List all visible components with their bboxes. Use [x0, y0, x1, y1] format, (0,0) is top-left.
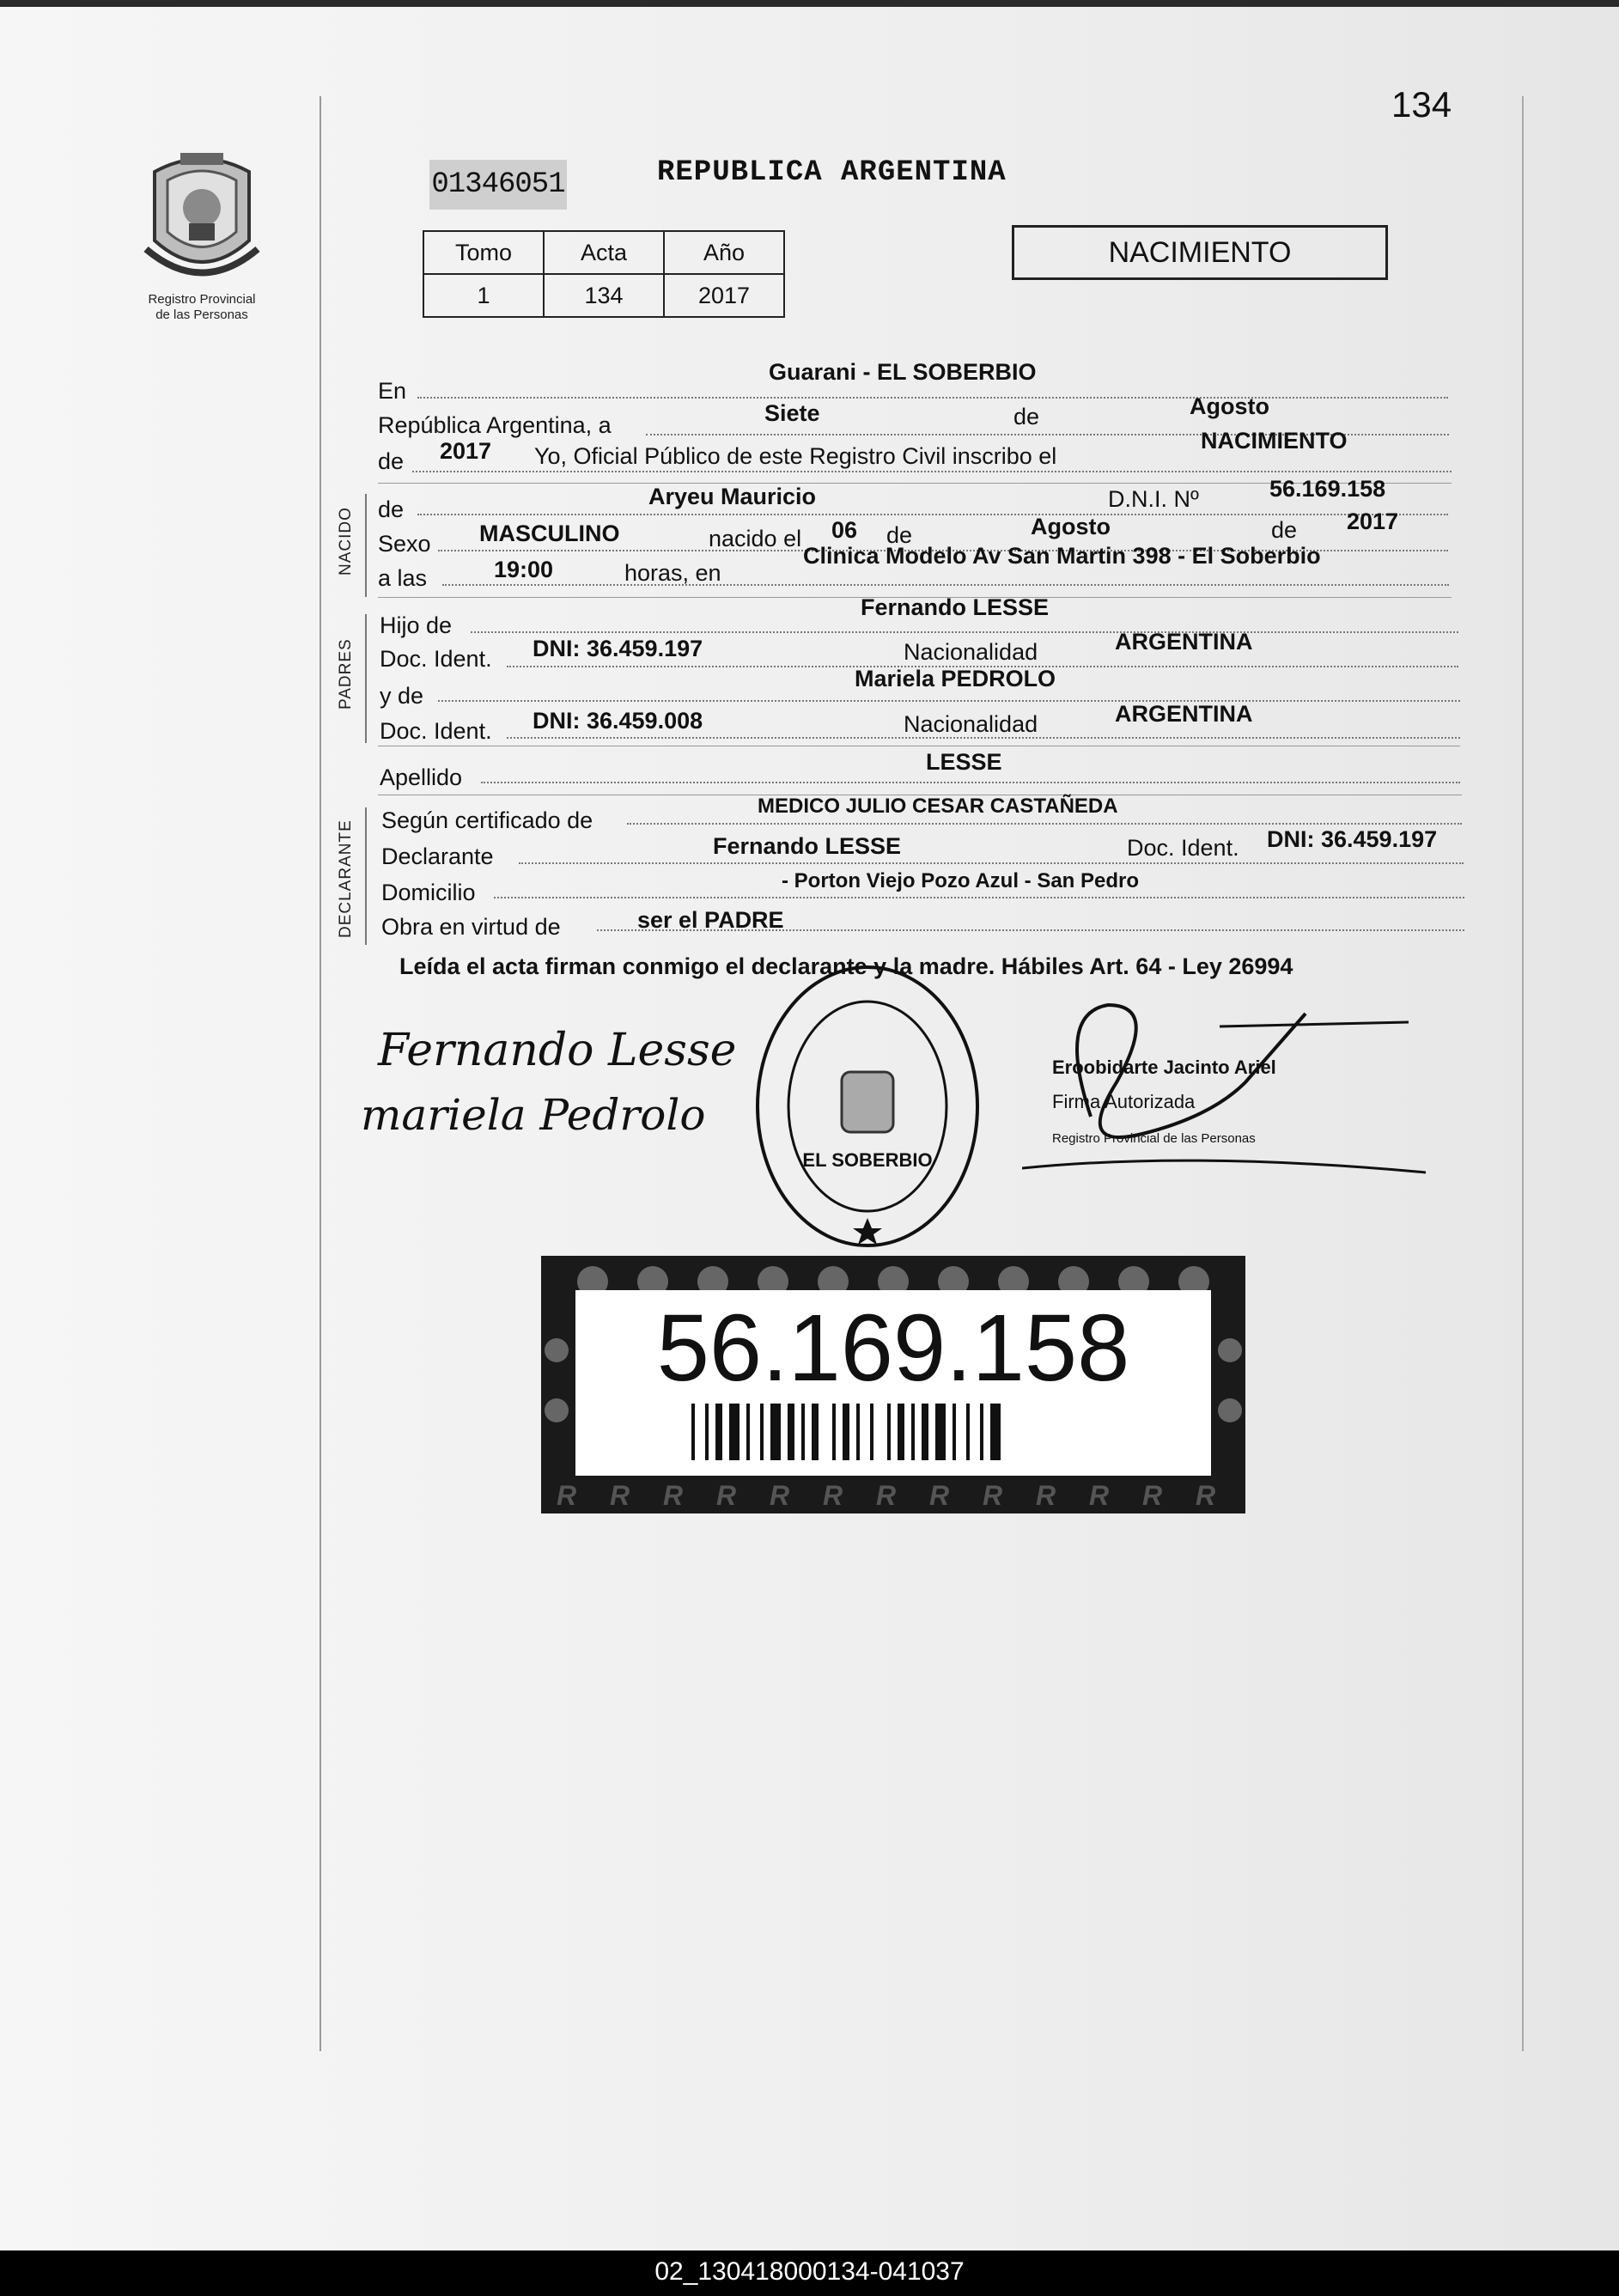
- republica-label: República Argentina, a: [378, 412, 612, 438]
- y-de-label: y de: [380, 683, 424, 709]
- sexo-label: Sexo: [378, 531, 431, 557]
- mother-doc-line: [507, 737, 1460, 739]
- obra-label: Obra en virtud de: [381, 914, 561, 940]
- svg-text:R: R: [1089, 1480, 1110, 1511]
- birth-place: Clinica Modelo Av San Martin 398 - El Soberbio: [803, 543, 1321, 569]
- svg-text:R: R: [823, 1480, 843, 1511]
- sexo-value: MASCULINO: [479, 521, 620, 546]
- father-signature-text: Fernando Lesse: [378, 1025, 737, 1076]
- provincial-emblem-icon: [137, 146, 266, 292]
- domicilio-value: - Porton Viejo Pozo Azul - San Pedro: [782, 869, 1140, 892]
- declarante-doc-label: Doc. Ident.: [1127, 835, 1239, 861]
- official-org: Registro Provincial de las Personas: [1052, 1131, 1256, 1146]
- registry-caption-line-2: de las Personas: [155, 308, 248, 322]
- obra-line: [597, 929, 1464, 931]
- svg-text:R: R: [1142, 1480, 1163, 1511]
- segun-label: Según certificado de: [381, 807, 593, 833]
- en-label: En: [378, 378, 407, 404]
- name-line: [417, 514, 1448, 515]
- father-name: Fernando LESSE: [861, 594, 1050, 620]
- event-line: [412, 471, 1452, 472]
- top-edge-shadow: [0, 0, 1619, 7]
- svg-text:R: R: [557, 1480, 577, 1511]
- section-label-padres: PADRES: [337, 638, 355, 710]
- nacido-el-label: nacido el: [709, 526, 802, 551]
- mother-nationality: ARGENTINA: [1115, 701, 1253, 727]
- place-line: [417, 397, 1448, 399]
- svg-text:R: R: [610, 1480, 630, 1511]
- table-value-acta: 134: [544, 274, 664, 317]
- event-value: NACIMIENTO: [1201, 428, 1348, 454]
- horas-label: horas, en: [624, 560, 721, 586]
- birth-month: Agosto: [1031, 514, 1111, 539]
- domicilio-label: Domicilio: [381, 880, 476, 905]
- delegation-seal-icon: [752, 960, 983, 1252]
- mother-name: Mariela PEDROLO: [855, 666, 1056, 691]
- official-role: Firma Autorizada: [1052, 1091, 1196, 1112]
- place-birth-line: [442, 584, 1449, 586]
- mother-doc-label: Doc. Ident.: [380, 718, 492, 744]
- seal-town: EL SOBERBIO: [802, 1149, 933, 1171]
- svg-text:R: R: [1196, 1480, 1216, 1511]
- svg-text:R: R: [770, 1480, 790, 1511]
- padres-side-line: [365, 614, 367, 743]
- father-doc-label: Doc. Ident.: [380, 646, 492, 672]
- declarante-label: Declarante: [381, 843, 494, 869]
- svg-text:R: R: [716, 1480, 737, 1511]
- month-value: Agosto: [1190, 393, 1269, 419]
- father-signature-icon: [361, 1014, 773, 1142]
- declarante-side-line: [365, 807, 367, 945]
- apellido-line: [481, 782, 1460, 783]
- apellido-label: Apellido: [380, 764, 463, 790]
- closing-text: Leída el acta firman conmigo el declarante y la madre. Hábiles Art. 64 - Ley 26994: [399, 953, 1293, 979]
- svg-text:R: R: [929, 1480, 950, 1511]
- place-value: Guarani - EL SOBERBIO: [769, 359, 1037, 385]
- nacido-side-line: [365, 494, 367, 597]
- page-number: 134: [1391, 84, 1452, 125]
- father-line: [471, 631, 1458, 633]
- father-doc: DNI: 36.459.197: [533, 636, 703, 661]
- father-nationality-label: Nacionalidad: [904, 639, 1038, 665]
- table-header-acta: Acta: [544, 231, 664, 274]
- dni-label: D.N.I. Nº: [1108, 486, 1199, 512]
- svg-text:R: R: [663, 1480, 684, 1511]
- table-value-ano: 2017: [664, 274, 784, 317]
- registry-caption-line-1: Registro Provincial: [148, 292, 256, 307]
- table-header-ano: Año: [664, 231, 784, 274]
- child-dni: 56.169.158: [1269, 476, 1386, 502]
- declarante-value: Fernando LESSE: [713, 833, 902, 859]
- nacido-de-label: de: [378, 496, 405, 522]
- hijo-de-label: Hijo de: [380, 612, 453, 638]
- a-las-label: a las: [378, 565, 428, 591]
- obra-value: ser el PADRE: [637, 907, 784, 933]
- apellido-value: LESSE: [926, 749, 1002, 775]
- serial-number: 01346051: [429, 160, 567, 210]
- domicilio-line: [494, 897, 1464, 898]
- footer-file-id: 02_130418000134-041037: [654, 2257, 965, 2286]
- mother-nationality-label: Nacionalidad: [904, 711, 1038, 737]
- officer-text: Yo, Oficial Público de este Registro Civil inscribo el: [534, 443, 1057, 469]
- svg-text:R: R: [983, 1480, 1003, 1511]
- svg-text:R: R: [876, 1480, 897, 1511]
- official-name: Eroobidarte Jacinto Ariel: [1052, 1057, 1276, 1078]
- de-label-2: de: [378, 448, 405, 474]
- section-label-declarante: DECLARANTE: [337, 819, 355, 938]
- barcode-bars: [691, 1404, 1001, 1460]
- mother-line: [438, 700, 1460, 702]
- svg-text:R: R: [1036, 1480, 1056, 1511]
- tomo-acta-ano-table: [423, 230, 785, 318]
- de-label-4: de: [1271, 517, 1298, 543]
- registry-caption: [103, 292, 301, 323]
- year-value: 2017: [440, 438, 492, 464]
- dni-barcode-sticker: [541, 1256, 1245, 1513]
- declarante-doc: DNI: 36.459.197: [1267, 826, 1438, 852]
- mother-signature-text: mariela Pedrolo: [361, 1090, 706, 1140]
- sticker-number: 56.169.158: [656, 1295, 1130, 1401]
- declarante-line: [519, 862, 1464, 864]
- table-value-tomo: 1: [423, 274, 544, 317]
- birth-year: 2017: [1347, 509, 1399, 534]
- father-nationality: ARGENTINA: [1115, 629, 1253, 655]
- official-signature-icon: [1022, 979, 1426, 1177]
- de-label-3: de: [886, 522, 913, 548]
- certificado-line: [627, 823, 1462, 825]
- birth-day: 06: [831, 517, 858, 543]
- table-header-tomo: Tomo: [423, 231, 544, 274]
- section-label-nacido: NACIDO: [337, 507, 355, 576]
- de-label-1: de: [1013, 404, 1040, 429]
- day-value: Siete: [764, 400, 820, 426]
- mother-doc: DNI: 36.459.008: [533, 708, 703, 734]
- record-type-box: NACIMIENTO: [1012, 225, 1388, 280]
- certificado-value: MEDICO JULIO CESAR CASTAÑEDA: [758, 795, 1118, 818]
- child-name: Aryeu Mauricio: [648, 484, 817, 509]
- birth-time: 19:00: [494, 557, 554, 582]
- country-title: REPUBLICA ARGENTINA: [657, 156, 1007, 189]
